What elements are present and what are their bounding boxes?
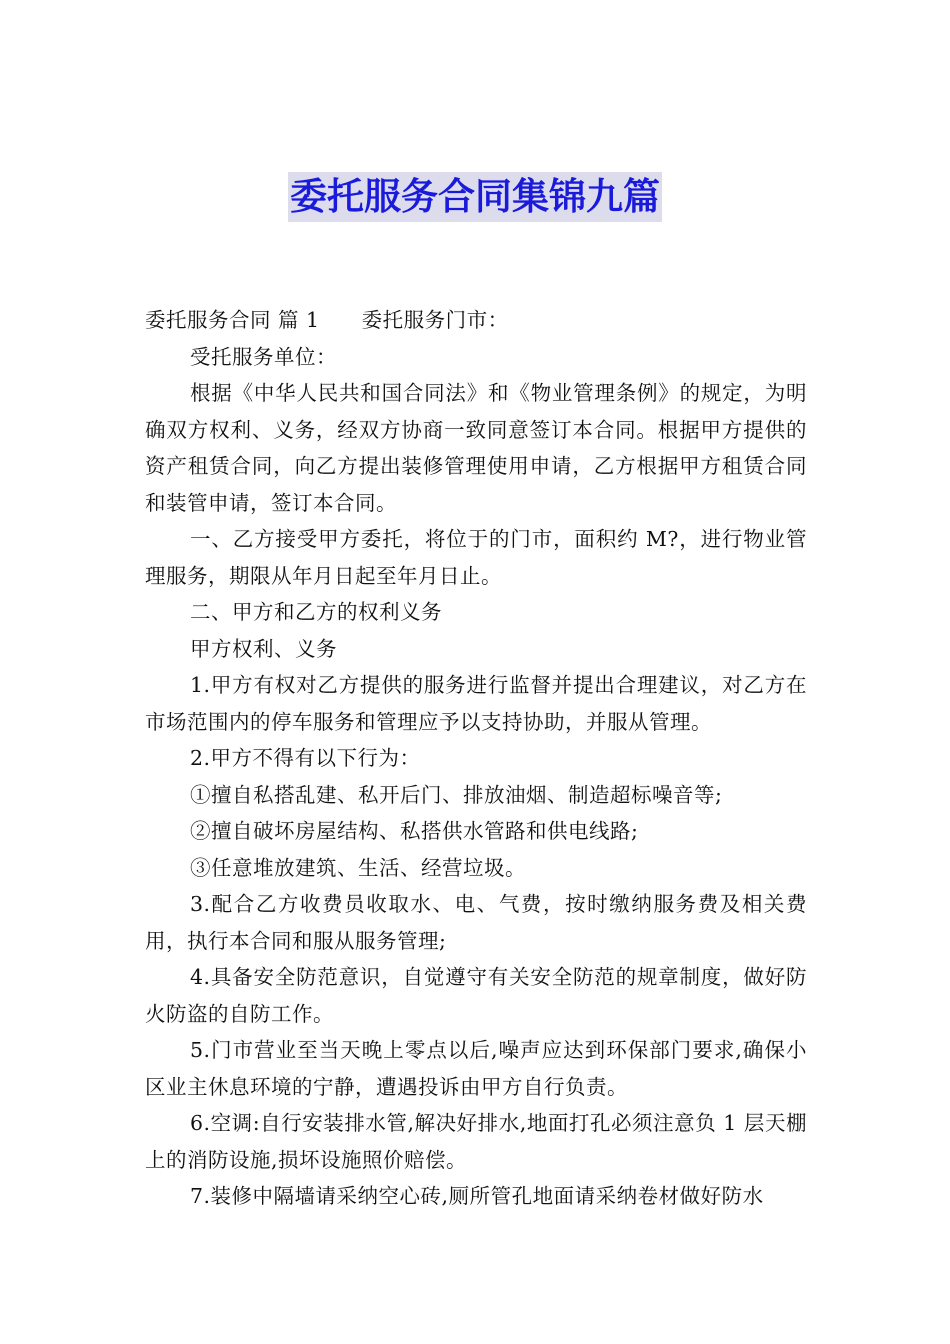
section-heading: 委托服务合同 篇 1 <box>145 308 320 332</box>
paragraph: ②擅自破坏房屋结构、私搭供水管路和供电线路; <box>190 819 639 843</box>
paragraph: 根据《中华人民共和国合同法》和《物业管理条例》的规定，为明确双方权利、义务，经双方协商一致同意签订本合同。根据甲方提供的资产租赁合同，向乙方提出装修管理使用申请，乙方根据甲方租赁合同和装管申请，签订本合同。 <box>145 381 807 515</box>
paragraph: 7.装修中隔墙请采纳空心砖,厕所管孔地面请采纳卷材做好防水 <box>190 1184 764 1208</box>
paragraph: 受托服务单位： <box>190 344 337 369</box>
principal-label: 委托服务门市： <box>361 308 509 332</box>
first-line <box>145 302 807 339</box>
paragraph: 3.配合乙方收费员收取水、电、气费，按时缴纳服务费及相关费用，执行本合同和服从服务管理; <box>145 892 807 953</box>
title-container <box>0 172 950 222</box>
paragraph: 6.空调:自行安装排水管,解决好排水,地面打孔必须注意负 1 层天棚上的消防设施,损坏设施照价赔偿。 <box>145 1111 807 1172</box>
paragraph: 4.具备安全防范意识，自觉遵守有关安全防范的规章制度，做好防火防盗的自防工作。 <box>145 965 807 1026</box>
paragraph: 甲方权利、义务 <box>190 636 337 661</box>
document-body <box>145 302 807 1215</box>
paragraph: 2.甲方不得有以下行为： <box>190 746 421 770</box>
document-title: 委托服务合同集锦九篇 <box>288 172 662 222</box>
paragraph: 一、乙方接受甲方委托，将位于的门市，面积约 M?，进行物业管理服务，期限从年月日起至年月日止。 <box>145 527 807 588</box>
paragraph: 5.门市营业至当天晚上零点以后,噪声应达到环保部门要求,确保小区业主休息环境的宁静，遭遇投诉由甲方自行负责。 <box>145 1038 807 1099</box>
paragraph: ③任意堆放建筑、生活、经营垃圾。 <box>190 855 526 880</box>
paragraph: ①擅自私搭乱建、私开后门、排放油烟、制造超标噪音等; <box>190 782 723 807</box>
paragraph: 二、甲方和乙方的权利义务 <box>190 600 442 624</box>
paragraph: 1.甲方有权对乙方提供的服务进行监督并提出合理建议，对乙方在市场范围内的停车服务和管理应予以支持协助，并服从管理。 <box>145 673 807 734</box>
